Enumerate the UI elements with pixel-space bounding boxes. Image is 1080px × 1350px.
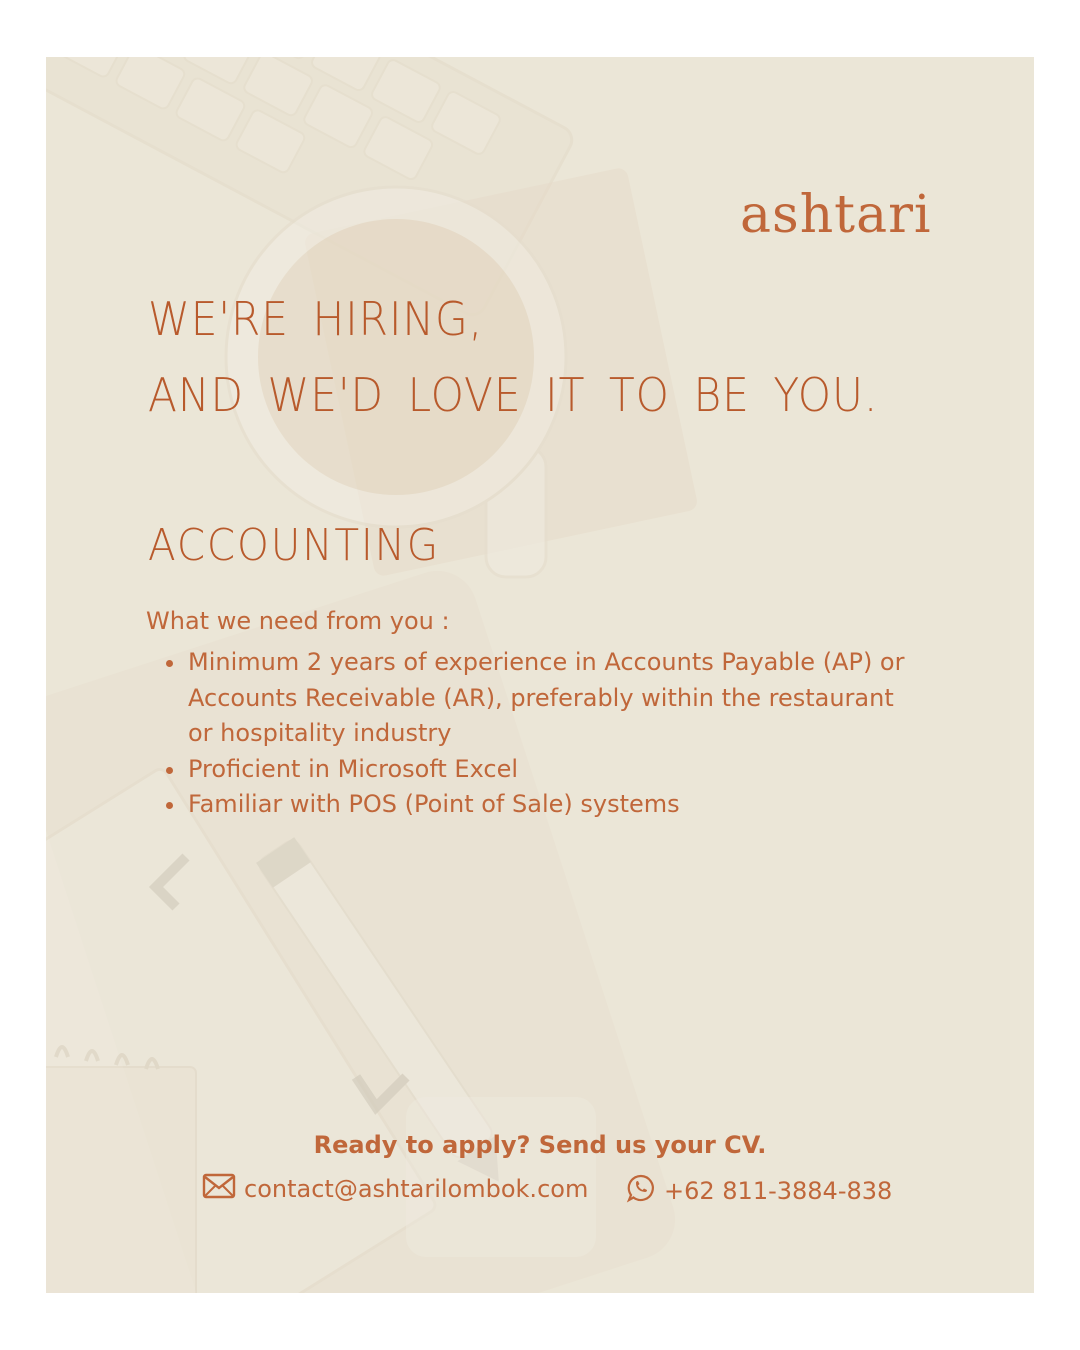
list-item: Familiar with POS (Point of Sale) systems [188, 787, 908, 823]
list-item: Minimum 2 years of experience in Accounts Payable (AP) or Accounts Receivable (AR), preferably within the restaurant or hospitality industry [188, 645, 908, 752]
headline-line-1: WE'RE HIRING, [148, 292, 484, 346]
contact-email[interactable] [202, 1173, 588, 1205]
role-title: ACCOUNTING [148, 520, 440, 571]
envelope-icon [202, 1173, 236, 1205]
headline-line-2: AND WE'D LOVE IT TO BE YOU. [148, 368, 879, 422]
whatsapp-icon [626, 1173, 656, 1209]
brand-logo: ashtari [740, 185, 932, 245]
hiring-poster [46, 57, 1034, 1293]
headline [148, 281, 942, 433]
contact-email-text[interactable]: contact@ashtarilombok.com [244, 1175, 589, 1203]
requirements-intro: What we need from you : [146, 607, 450, 635]
contact-phone-text[interactable]: +62 811-3884-838 [664, 1177, 893, 1205]
list-item: Proficient in Microsoft Excel [188, 752, 908, 788]
requirements-list [188, 645, 908, 823]
contact-phone[interactable] [626, 1173, 892, 1209]
call-to-action: Ready to apply? Send us your CV. [313, 1131, 767, 1159]
